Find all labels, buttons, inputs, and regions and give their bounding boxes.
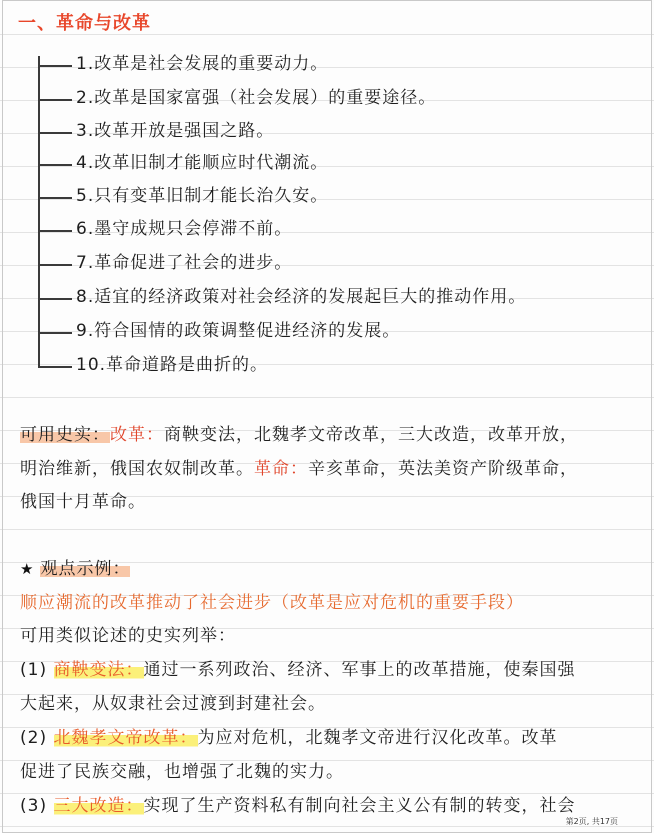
tree-branch — [38, 264, 72, 266]
revolution-facts: 辛亥革命，英法美资产阶级革命， — [308, 459, 578, 479]
example-number: (1) — [20, 660, 48, 680]
list-item: 10.革命道路是曲折的。 — [76, 355, 269, 375]
section-title: 一、革命与改革 — [18, 13, 151, 34]
star-icon: ★ — [20, 560, 35, 578]
example-number: (3) — [20, 796, 48, 816]
example-item — [20, 727, 558, 749]
reform-facts-cont: 明治维新，俄国农奴制改革。 — [20, 459, 254, 479]
tree-branch — [38, 132, 72, 134]
example-name: 北魏孝文帝改革： — [53, 728, 198, 748]
list-item: 1.改革是社会发展的重要动力。 — [76, 54, 329, 74]
tree-branch — [38, 230, 72, 232]
viewpoint-heading — [20, 558, 130, 580]
usable-facts-line — [20, 458, 578, 480]
example-item — [20, 795, 576, 817]
example-item — [20, 659, 576, 681]
tree-branch — [38, 366, 72, 368]
list-item: 8.适宜的经济政策对社会经济的发展起巨大的推动作用。 — [76, 287, 527, 307]
example-text-cont: 大起来，从奴隶社会过渡到封建社会。 — [20, 694, 326, 714]
tree-trunk-line — [38, 56, 40, 367]
revolution-label: 革命： — [254, 459, 308, 479]
tree-branch — [38, 164, 72, 166]
example-number: (2) — [20, 728, 48, 748]
list-item: 9.符合国情的政策调整促进经济的发展。 — [76, 321, 401, 341]
tree-branch — [38, 298, 72, 300]
usable-facts-line: 俄国十月革命。 — [20, 492, 146, 512]
viewpoint-intro: 可用类似论述的史实列举： — [20, 626, 236, 646]
example-text: 为应对危机，北魏孝文帝进行汉化改革。改革 — [197, 728, 558, 748]
example-name: 三大改造： — [53, 796, 144, 816]
list-item: 2.改革是国家富强（社会发展）的重要途径。 — [76, 88, 437, 108]
tree-branch — [38, 65, 72, 67]
reform-facts: 商鞅变法，北魏孝文帝改革，三大改造，改革开放， — [164, 425, 578, 445]
example-text-cont: 促进了民族交融，也增强了北魏的实力。 — [20, 762, 344, 782]
tree-branch — [38, 99, 72, 101]
list-item: 4.改革旧制才能顺应时代潮流。 — [76, 153, 329, 173]
usable-facts-label: 可用史实： — [20, 425, 110, 445]
list-item: 3.改革开放是强国之路。 — [76, 121, 275, 141]
list-item: 7.革命促进了社会的进步。 — [76, 253, 293, 273]
tree-branch — [38, 332, 72, 334]
list-item: 6.墨守成规只会停滞不前。 — [76, 219, 293, 239]
example-text: 通过一系列政治、经济、军事上的改革措施，使秦国强 — [143, 660, 576, 680]
list-item: 5.只有变革旧制才能长治久安。 — [76, 186, 329, 206]
reform-label: 改革： — [110, 425, 164, 445]
example-name: 商鞅变法： — [53, 660, 144, 680]
example-text: 实现了生产资料私有制向社会主义公有制的转变，社会 — [143, 796, 576, 816]
page-number: 第2页, 共17页 — [565, 817, 618, 826]
usable-facts-line — [20, 424, 578, 446]
viewpoint-label: 观点示例： — [40, 559, 131, 579]
tree-branch — [38, 197, 72, 199]
viewpoint-thesis: 顺应潮流的改革推动了社会进步（改革是应对危机的重要手段） — [20, 593, 524, 613]
